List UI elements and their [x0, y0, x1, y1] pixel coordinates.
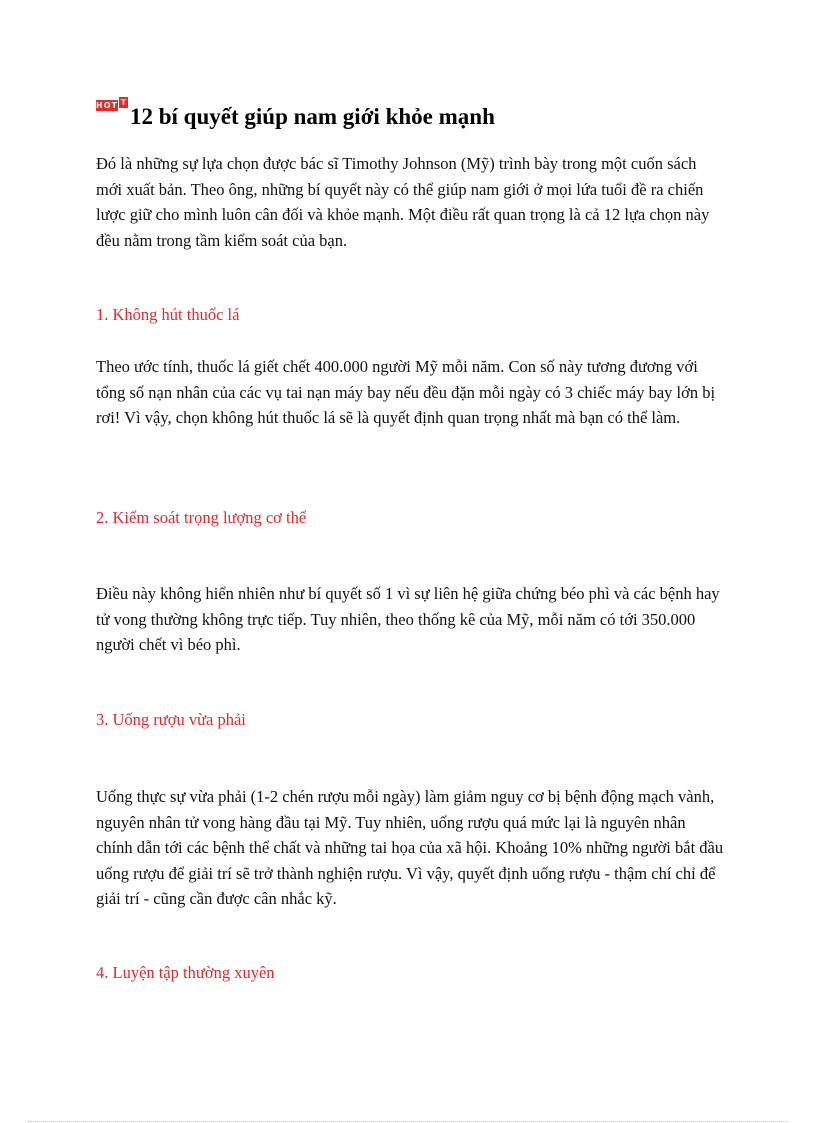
- hot-badge-label: HOT: [96, 100, 118, 110]
- section-heading-4: 4. Luyện tập thường xuyên: [96, 963, 275, 982]
- section-body-1: Theo ước tính, thuốc lá giết chết 400.000 người Mỹ mỗi năm. Con số này tương đương với tổng số nạn nhân của các vụ tai nạn máy bay nếu đều đặn mỗi ngày có 3 chiếc máy bay lớn bị rơi! Vì vậy, chọn không hút thuốc lá sẽ là quyết định quan trọng nhất mà bạn có thể làm.: [96, 357, 716, 427]
- hot-badge-icon: [96, 97, 128, 132]
- section-heading-3: 3. Uống rượu vừa phải: [96, 710, 246, 729]
- page-bottom-divider: [28, 1121, 788, 1122]
- section-heading-1: 1. Không hút thuốc lá: [96, 305, 240, 324]
- intro-paragraph: Đó là những sự lựa chọn được bác sĩ Timothy Johnson (Mỹ) trình bày trong một cuốn sách mới xuất bản. Theo ông, những bí quyết này có thể giúp nam giới ở mọi lứa tuổi đề ra chiến lược giữ cho mình luôn cân đối và khỏe mạnh. Một điều rất quan trọng là cả 12 lựa chọn này đều nằm trong tầm kiểm soát của bạn.: [96, 154, 710, 250]
- section-body-3: Uống thực sự vừa phải (1-2 chén rượu mỗi ngày) làm giảm nguy cơ bị bệnh động mạch vành, nguyên nhân tử vong hàng đầu tại Mỹ. Tuy nhiên, uống rượu quá mức lại là nguyên nhân chính dẫn tới các bệnh thể chất và những tai họa của xã hội. Khoảng 10% những người bắt đầu uống rượu để giải trí sẽ trở thành nghiện rượu. Vì vậy, quyết định uống rượu - thậm chí chỉ để giải trí - cũng cần được cân nhắc kỹ.: [96, 787, 724, 908]
- section-body-2: Điều này không hiển nhiên như bí quyết số 1 vì sự liên hệ giữa chứng béo phì và các bệnh hay tử vong thường không trực tiếp. Tuy nhiên, theo thống kê của Mỹ, mỗi năm có tới 350.000 người chết vì béo phì.: [96, 584, 720, 654]
- article-title: [96, 97, 495, 135]
- article-title-text: 12 bí quyết giúp nam giới khỏe mạnh: [130, 104, 495, 129]
- hot-badge-sup: T: [120, 97, 127, 107]
- section-heading-2: 2. Kiểm soát trọng lượng cơ thể: [96, 508, 307, 527]
